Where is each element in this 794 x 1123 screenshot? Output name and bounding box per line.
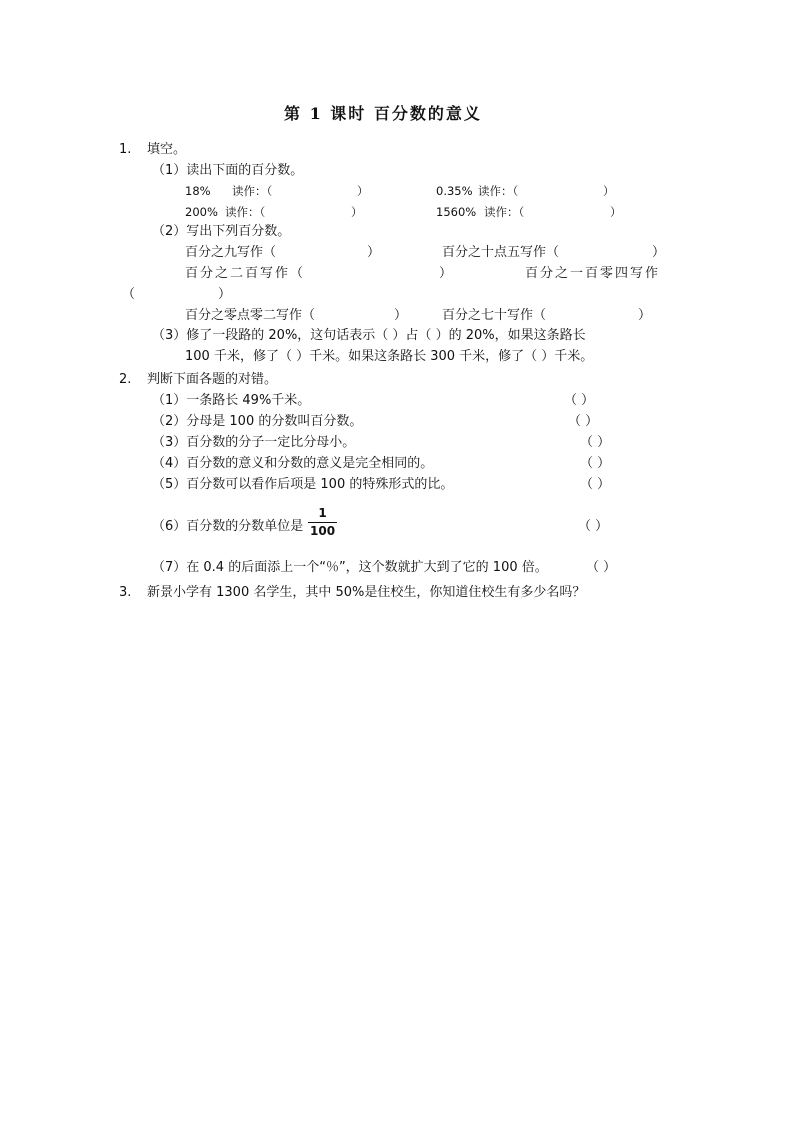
q1-p1-num-1: 18% — [185, 184, 211, 198]
q1-part2-label: （2）写出下列百分数。 — [152, 224, 291, 239]
q1-p1-read-1: 读作：（ — [232, 184, 273, 198]
q2-paren-3: （ ） — [580, 435, 611, 450]
q1-p2-item-4-open: （ — [122, 287, 136, 302]
q1-p2-item-1: 百分之九写作（ — [185, 245, 277, 260]
q1-p2-close-6: ） — [638, 308, 652, 323]
q1-p1-num-3: 200% — [185, 205, 218, 219]
q1-p1-close-3: ） — [351, 205, 363, 219]
q2-item-5: （5）百分数可以看作后项是 100 的特殊形式的比。 — [152, 477, 454, 492]
q2-item-1: （1）一条路长 49%千米。 — [152, 393, 311, 408]
q2-item-4: （4）百分数的意义和分数的意义是完全相同的。 — [152, 456, 434, 471]
q2-item-2: （2）分母是 100 的分数叫百分数。 — [152, 414, 363, 429]
q2-paren-1: （ ） — [564, 393, 595, 408]
q1-part3-line1: （3）修了一段路的 20%，这句话表示（ ）占（ ）的 20%，如果这条路长 — [152, 328, 586, 343]
q1-p1-num-2: 0.35% — [436, 184, 473, 198]
q2-item-6: （6）百分数的分数单位是 — [152, 519, 304, 534]
q1-p2-item-4: 百分之一百零四写作 — [525, 266, 661, 281]
q1-p2-item-5: 百分之零点零二写作（ — [185, 308, 316, 323]
q1-p2-close-4: ） — [218, 287, 232, 302]
q1-part3-line2: 100 千米，修了（ ）千米。如果这条路长 300 千米，修了（ ）千米。 — [185, 349, 594, 364]
q1-p1-close-4: ） — [610, 205, 622, 219]
q1-part1-label: （1）读出下面的百分数。 — [152, 163, 304, 178]
q1-p1-read-3: 读作：（ — [225, 205, 266, 219]
q2-number: 2. — [119, 372, 132, 387]
page-title: 第 1 课时 百分数的意义 — [284, 104, 482, 123]
q1-p2-item-2: 百分之十点五写作（ — [442, 245, 560, 260]
q2-paren-2: （ ） — [568, 414, 599, 429]
q2-paren-7: （ ） — [586, 560, 617, 575]
q1-p2-close-3: ） — [439, 266, 453, 281]
q1-p1-close-2: ） — [603, 184, 615, 198]
q1-p2-item-3: 百分之二百写作（ — [185, 266, 306, 281]
q2-item-7: （7）在 0.4 的后面添上一个“％”，这个数就扩大到了它的 100 倍。 — [152, 560, 548, 575]
q2-heading: 判断下面各题的对错。 — [147, 372, 278, 387]
q3-text: 新景小学有 1300 名学生，其中 50%是住校生，你知道住校生有多少名吗？ — [147, 585, 586, 600]
q1-heading: 填空。 — [147, 142, 187, 157]
q2-paren-5: （ ） — [580, 477, 611, 492]
q2-paren-6: （ ） — [578, 519, 609, 534]
q1-p2-close-5: ） — [394, 308, 408, 323]
q1-p2-close-2: ） — [652, 245, 666, 260]
fraction-denominator: 100 — [310, 524, 336, 538]
q1-p1-read-4: 读作：（ — [484, 205, 525, 219]
fraction-bar — [308, 522, 337, 523]
fraction-numerator: 1 — [318, 506, 327, 520]
q2-paren-4: （ ） — [580, 456, 611, 471]
q1-number: 1. — [119, 142, 132, 157]
q1-p1-close-1: ） — [357, 184, 369, 198]
fraction-one-hundredth — [308, 506, 337, 539]
q1-p2-item-6: 百分之七十写作（ — [442, 308, 547, 323]
q2-item-3: （3）百分数的分子一定比分母小。 — [152, 435, 356, 450]
q1-p1-read-2: 读作：（ — [478, 184, 519, 198]
q1-p1-num-4: 1560% — [436, 205, 477, 219]
q3-number: 3. — [119, 585, 132, 600]
q1-p2-close-1: ） — [367, 245, 381, 260]
